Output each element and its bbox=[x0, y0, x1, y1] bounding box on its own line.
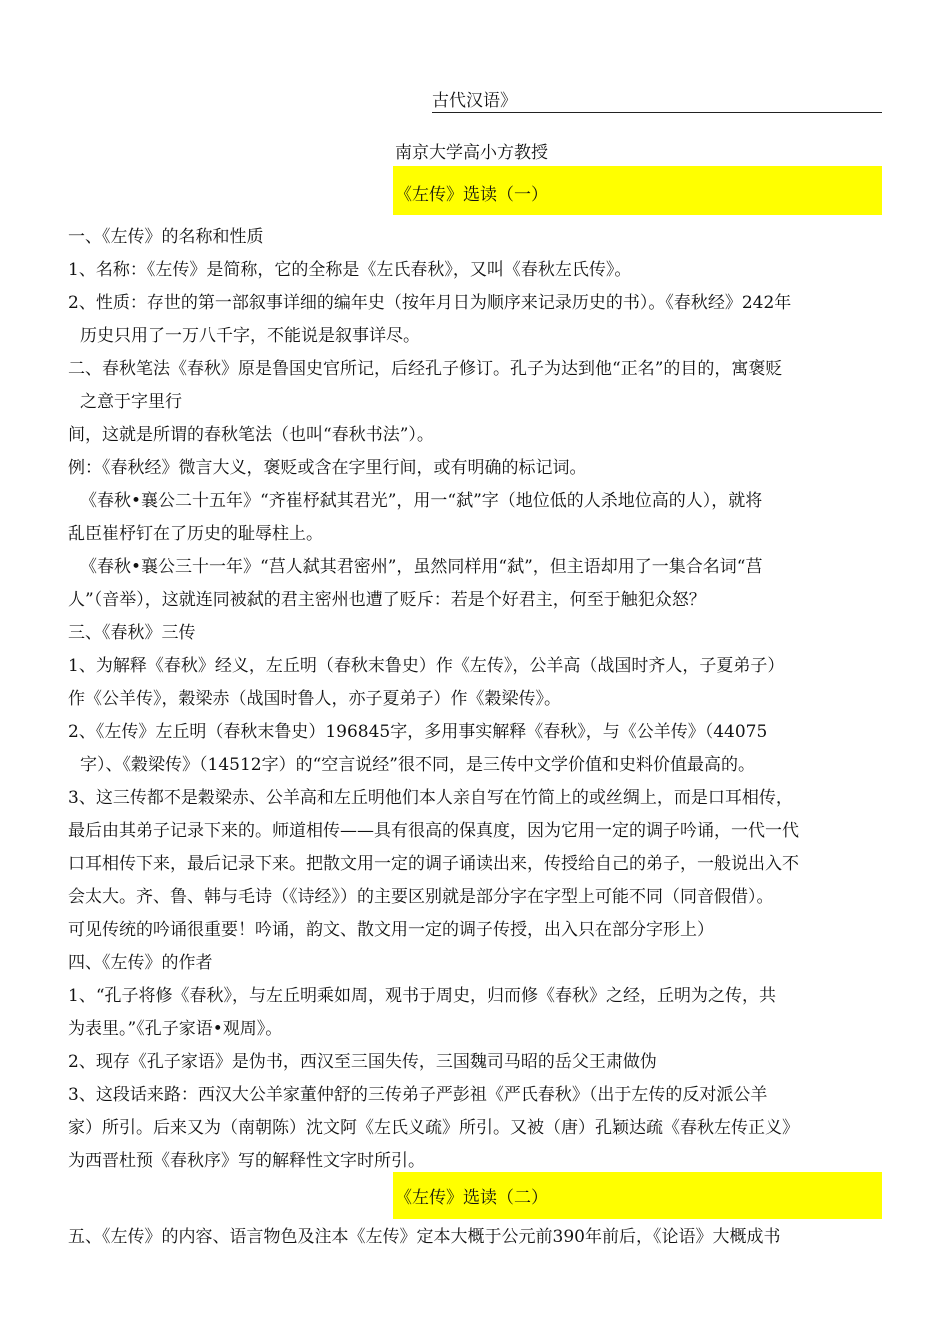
text-line: 口耳相传下来，最后记录下来。把散文用一定的调子诵读出来，传授给自己的弟子，一般说出入不 bbox=[68, 854, 799, 874]
text-line: 《春秋•襄公二十五年》“齐崔杼弑其君光”，用一“弑”字（地位低的人杀地位高的人），就将 bbox=[80, 491, 763, 511]
text-line: 2、《左传》左丘明（春秋末鲁史）196845字，多用事实解释《春秋》，与《公羊传》（44075 bbox=[68, 722, 768, 742]
text-line: 间，这就是所谓的春秋笔法（也叫“春秋书法”）。 bbox=[68, 425, 434, 445]
text-line: 例：《春秋经》微言大义，褒贬或含在字里行间，或有明确的标记词。 bbox=[68, 458, 587, 478]
text-line: 《春秋•襄公三十一年》“莒人弑其君密州”，虽然同样用“弑”，但主语却用了一集合名词“莒 bbox=[80, 557, 763, 577]
section-1-banner bbox=[393, 166, 882, 215]
text-line: 2、现存《孔子家语》是伪书，西汉至三国失传，三国魏司马昭的岳父王肃做伪 bbox=[68, 1052, 657, 1072]
section-1-title: 《左传》选读（一） bbox=[395, 185, 548, 205]
text-line: 人”（音举），这就连同被弑的君主密州也遭了贬斥：若是个好君主，何至于触犯众怒？ bbox=[68, 590, 706, 610]
text-line: 可见传统的吟诵很重要！吟诵，韵文、散文用一定的调子传授，出入只在部分字形上） bbox=[68, 920, 714, 940]
text-line: 为西晋杜预《春秋序》写的解释性文字时所引。 bbox=[68, 1151, 425, 1171]
text-line: 二、春秋笔法《春秋》原是鲁国史官所记，后经孔子修订。孔子为达到他“正名”的目的，寓褒贬 bbox=[68, 359, 783, 379]
body-text bbox=[68, 221, 884, 1178]
text-line: 3、这三传都不是穀梁赤、公羊高和左丘明他们本人亲自写在竹简上的或丝绸上，而是口耳相传， bbox=[68, 788, 793, 808]
text-line: 为表里。”《孔子家语•观周》。 bbox=[68, 1019, 283, 1039]
text-line: 三、《春秋》三传 bbox=[68, 623, 196, 643]
text-line: 1、为解释《春秋》经义，左丘明（春秋末鲁史）作《左传》，公羊高（战国时齐人，子夏弟子） bbox=[68, 656, 785, 676]
text-line: 作《公羊传》，穀梁赤（战国时鲁人，亦子夏弟子）作《穀梁传》。 bbox=[68, 689, 561, 709]
text-line: 历史只用了一万八千字，不能说是叙事详尽。 bbox=[80, 326, 420, 346]
section-2-banner bbox=[393, 1172, 882, 1219]
text-line: 四、《左传》的作者 bbox=[68, 953, 213, 973]
text-line: 家）所引。后来又为（南朝陈）沈文阿《左氏义疏》所引。又被（唐）孔颖达疏《春秋左传正义》 bbox=[68, 1118, 799, 1138]
text-line: 字）、《穀梁传》（14512字）的“空言说经”很不同，是三传中文学价值和史料价值最高的。 bbox=[80, 755, 755, 775]
text-line: 3、这段话来路：西汉大公羊家董仲舒的三传弟子严彭祖《严氏春秋》（出于左传的反对派公羊 bbox=[68, 1085, 768, 1105]
section-5-heading: 五、《左传》的内容、语言物色及注本《左传》定本大概于公元前390年前后，《论语》大概成书 bbox=[68, 1227, 781, 1247]
section-2-title: 《左传》选读（二） bbox=[395, 1188, 548, 1208]
text-line: 1、名称：《左传》是简称，它的全称是《左氏春秋》，又叫《春秋左氏传》。 bbox=[68, 260, 632, 280]
text-line: 会太大。齐、鲁、韩与毛诗（《诗经》）的主要区别就是部分字在字型上可能不同（同音假借）。 bbox=[68, 887, 774, 907]
text-line: 之意于字里行 bbox=[80, 392, 182, 412]
text-line: 1、“孔子将修《春秋》，与左丘明乘如周，观书于周史，归而修《春秋》之经，丘明为之传，共 bbox=[68, 986, 777, 1006]
text-line: 一、《左传》的名称和性质 bbox=[68, 227, 264, 247]
course-title: 古代汉语》 bbox=[432, 88, 882, 113]
text-line: 2、性质：存世的第一部叙事详细的编年史（按年月日为顺序来记录历史的书）。《春秋经》242年 bbox=[68, 293, 792, 313]
text-line: 最后由其弟子记录下来的。师道相传——具有很高的保真度，因为它用一定的调子吟诵，一代一代 bbox=[68, 821, 799, 841]
author-line: 南京大学高小方教授 bbox=[395, 143, 548, 163]
text-line: 乱臣崔杼钉在了历史的耻辱柱上。 bbox=[68, 524, 323, 544]
